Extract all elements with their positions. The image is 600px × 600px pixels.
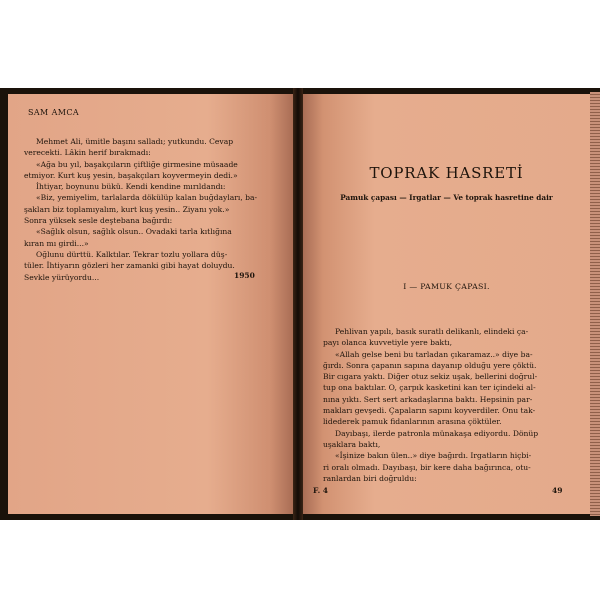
text-line: nına yıktı. Sert sert arkadaşlarına baktı. Hepsinin par- — [323, 394, 533, 404]
chapter-subtitle: Pamuk çapası — Irgatlar — Ve toprak hasretine dair — [340, 193, 553, 202]
text-line: tup ona baktılar. O, çarpık kasketini kan ter içindeki al- — [323, 383, 536, 393]
text-line: kıran mı girdi...» — [24, 238, 89, 248]
text-line: payı olanca kuvvetiyle yere baktı, — [323, 338, 453, 348]
text-line: Bir cıgara yaktı. Diğer otuz sekiz uşak, bellerini doğrul- — [323, 372, 538, 382]
text-line: şakları biz toplamıyalım, kurt kuş yesin.. Ziyanı yok.» — [24, 204, 230, 214]
text-line: Sonra yüksek sesle deştebana bağırdı: — [24, 216, 173, 226]
text-line: Sevkle yürüyordu... — [24, 272, 100, 282]
page-number: 49 — [552, 486, 563, 495]
text-line: verecekti. Lâkin herif bırakmadı: — [24, 148, 151, 158]
text-line: Oğlunu dürttü. Kalktılar. Tekrar tozlu yollara düş- — [36, 249, 228, 259]
text-line: «Allah gelse beni bu tarladan çıkaramaz..» diye ba- — [335, 349, 533, 359]
page-edges — [590, 92, 600, 516]
text-line: uşaklara baktı, — [323, 439, 381, 449]
text-line: «Sağlık olsun, sağlık olsun.. Ovadaki tarla kıtlığına — [36, 227, 232, 237]
text-line: «Biz, yemiyelim, tarlalarda dökülüp kalan buğdayları, ba- — [36, 193, 258, 203]
section-title: I — PAMUK ÇAPASI. — [403, 282, 490, 291]
text-line: tüler. İhtiyarın gözleri her zamanki gibi hayat doluydu. — [24, 261, 235, 271]
date-mark: 1950 — [234, 271, 255, 280]
text-line: İhtiyar, boynunu bükü. Kendi kendine mırıldandı: — [36, 182, 226, 192]
text-line: «İşinize bakın ülen..» diye bağırdı. Irgatların hiçbi- — [335, 451, 532, 461]
text-line: lidederek pamuk fidanlarının arasına çöktüler. — [323, 417, 502, 427]
text-line: Mehmet Ali, ümitle başını salladı; yutkundu. Cevap — [36, 137, 234, 146]
right-page — [303, 94, 590, 514]
signature-mark: F. 4 — [313, 486, 329, 495]
text-line: ğırdı. Sonra çapanın sapına dayanıp olduğu yere çöktü. — [323, 360, 537, 370]
text-line: «Ağa bu yıl, başakçıların çiftliğe girmesine müsaade — [36, 159, 238, 169]
chapter-title: TOPRAK HASRETİ — [369, 164, 524, 182]
text-line: ri oralı olmadı. Dayıbaşı, bir kere daha bağırınca, otu- — [323, 462, 531, 472]
left-page-text — [24, 136, 282, 283]
book-gutter — [293, 88, 303, 520]
right-page-text — [323, 326, 577, 484]
running-head: SAM AMCA — [28, 108, 80, 117]
text-line: Dayıbaşı, ilerde patronla münakaşa ediyordu. Dönüp — [335, 428, 539, 438]
left-page — [8, 94, 293, 514]
text-line: Pehlivan yapılı, basık suratlı delikanlı, elindeki ça- — [335, 327, 529, 336]
text-line: etmiyor. Kurt kuş yesin, başakçıları koyvermeyin dedi.» — [24, 170, 238, 180]
text-line: makları gevşedi. Çapaların sapını koyverdiler. Onu tak- — [323, 406, 536, 416]
text-line: ranlardan biri doğruldu: — [323, 473, 417, 483]
open-book — [0, 88, 600, 520]
